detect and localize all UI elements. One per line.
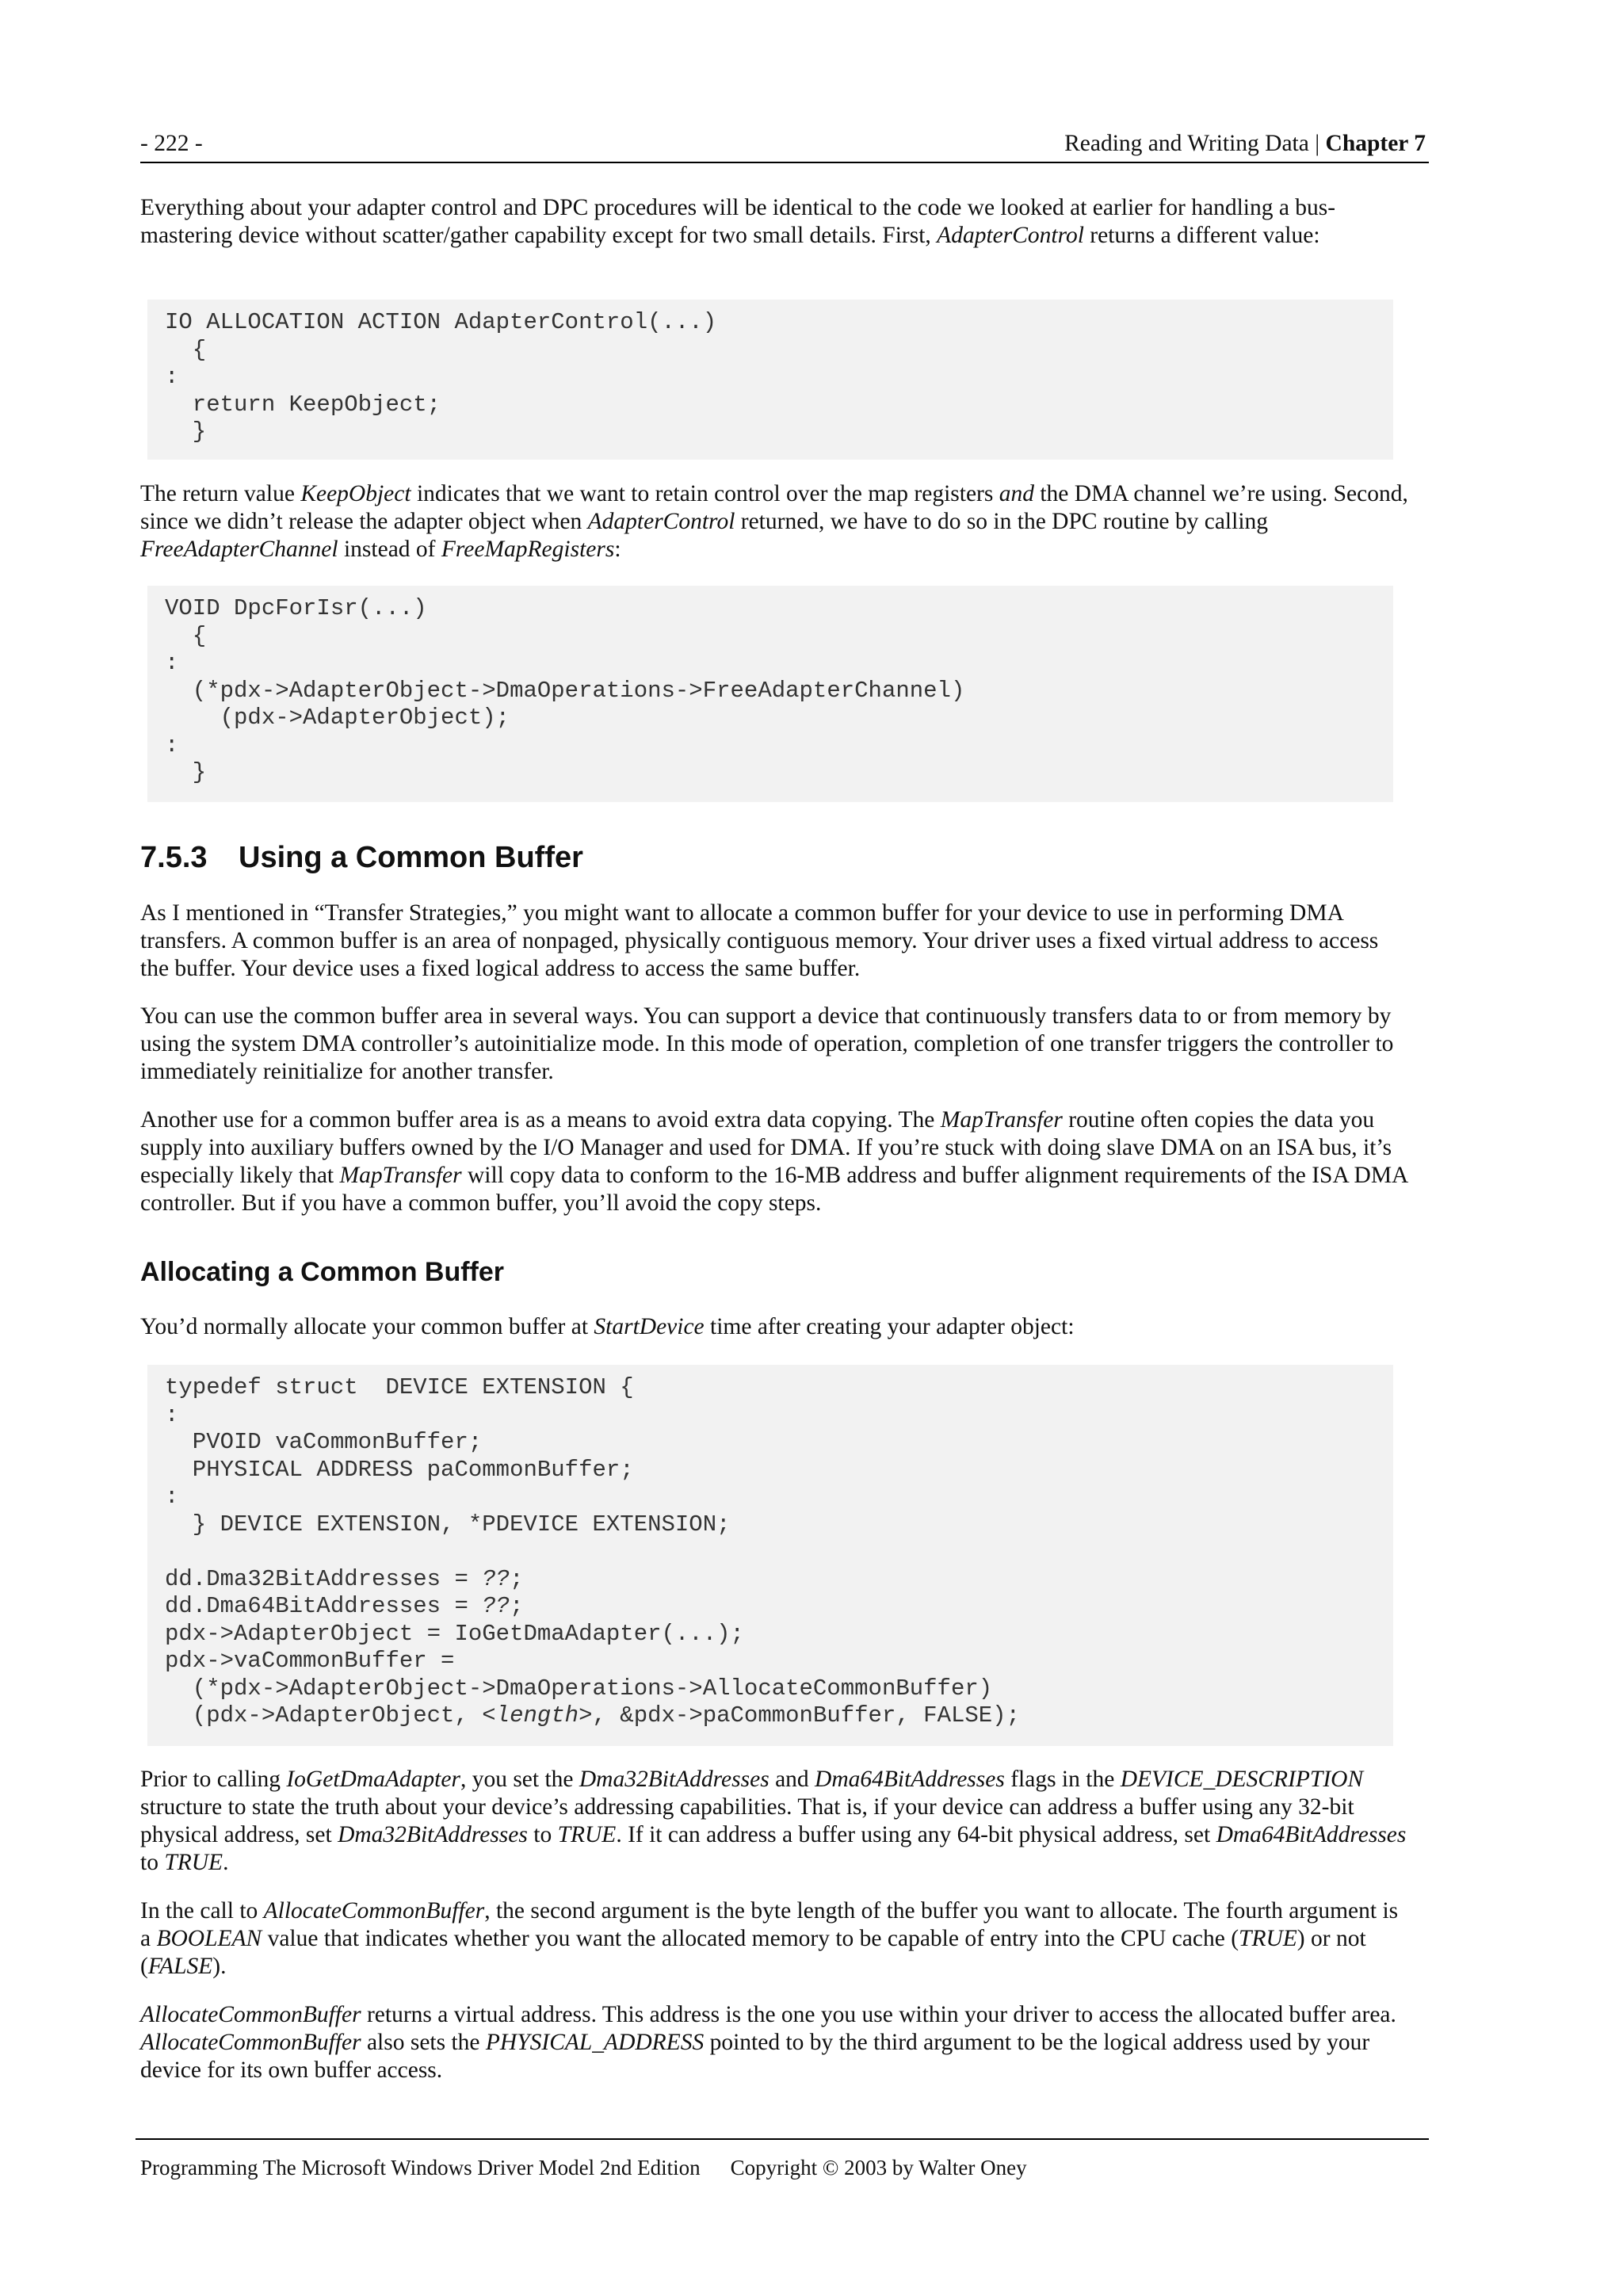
code-line <box>165 1511 1393 1539</box>
paragraph-text: time after creating your adapter object: <box>704 1314 1075 1339</box>
emphasis-text: Dma32BitAddresses <box>579 1767 769 1792</box>
paragraph-text: . <box>223 1850 229 1875</box>
emphasis-text: AdapterControl <box>587 509 735 534</box>
code-text: (*pdx->AdapterObject->DmaOperations->FreeAdapterChannel) <box>165 677 965 704</box>
emphasis-text: DEVICE_DESCRIPTION <box>1120 1767 1364 1792</box>
emphasis-text: BOOLEAN <box>156 1926 262 1951</box>
section-heading <box>140 840 583 875</box>
chapter-label: Chapter 7 <box>1325 131 1426 156</box>
paragraph-text: : <box>614 537 621 562</box>
paragraph-text: , the second argument is the byte length of the buffer you want to allocate. The fourth argument is a <box>140 1898 1399 1951</box>
code-text: ; <box>510 1565 524 1592</box>
code-text: (pdx->AdapterObject, <box>165 1702 483 1729</box>
emphasis-text: and <box>999 481 1034 506</box>
paragraph-text: , you set the <box>460 1767 579 1792</box>
paragraph-text: to <box>140 1850 165 1875</box>
paragraph-text: structure to state the truth about your device’s addressing capabilities. That is, if your device can address a buffer using any 32-bit physical address, set <box>140 1794 1354 1847</box>
paragraph-text: instead of <box>338 537 441 562</box>
running-title-text: Reading and Writing Data | <box>1064 131 1326 156</box>
emphasis-text: Dma64BitAddresses <box>815 1767 1005 1792</box>
paragraph-text: You can use the common buffer area in several ways. You can support a device that continuously transfers data to or from memory by using the system DMA controller’s autoinitialize mode. In this mode of operation, completion of one transfer triggers the controller to immediately reinitialize for another transfer. <box>140 1003 1394 1084</box>
emphasis-text: AllocateCommonBuffer <box>263 1898 485 1924</box>
code-line <box>165 1702 1393 1730</box>
code-line <box>165 759 1393 787</box>
code-text: } <box>165 759 207 785</box>
paragraph-text: In the call to <box>140 1898 264 1924</box>
paragraph-text: You’d normally allocate your common buffer at <box>140 1314 594 1339</box>
code-listing <box>147 595 1393 787</box>
code-text: dd.Dma64BitAddresses = <box>165 1593 483 1619</box>
code-text: dd.Dma32BitAddresses = <box>165 1565 483 1592</box>
section-title: Using a Common Buffer <box>239 841 583 874</box>
page-footer <box>140 2154 1027 2182</box>
emphasis-text: KeepObject <box>300 481 411 506</box>
code-placeholder: ?? <box>482 1593 510 1619</box>
paragraph <box>140 480 1408 563</box>
code-line <box>165 623 1393 651</box>
code-placeholder: ?? <box>482 1565 510 1592</box>
code-line <box>165 1374 1393 1402</box>
code-text: (*pdx->AdapterObject->DmaOperations->AllocateCommonBuffer) <box>165 1675 993 1702</box>
code-block <box>147 300 1393 460</box>
ellipsis-dots: : <box>165 732 179 758</box>
paragraph-text: the DMA channel we’re using. Second, since we didn’t release the adapter object when <box>140 481 1408 534</box>
code-text: typedef struct DEVICE EXTENSION { <box>165 1374 634 1400</box>
paragraph <box>140 900 1408 983</box>
code-text: pdx->AdapterObject = IoGetDmaAdapter(...); <box>165 1620 744 1647</box>
code-text: { <box>165 622 207 649</box>
emphasis-text: FreeAdapterChannel <box>140 537 338 562</box>
paragraph-text: The return value <box>140 481 301 506</box>
emphasis-text: MapTransfer <box>940 1107 1063 1133</box>
code-text: IO ALLOCATION ACTION AdapterControl(...) <box>165 309 717 335</box>
code-line <box>165 364 1393 392</box>
code-line <box>165 1429 1393 1457</box>
paragraph <box>140 1003 1408 1086</box>
code-listing <box>147 1374 1393 1730</box>
paragraph-text: . If it can address a buffer using any 64-bit physical address, set <box>616 1822 1216 1847</box>
paragraph-text: value that indicates whether you want the allocated memory to be capable of entry into the CPU cache ( <box>262 1926 1239 1951</box>
subsection-heading: Allocating a Common Buffer <box>140 1257 505 1287</box>
paragraph <box>140 1897 1408 1981</box>
ellipsis-dots: : <box>165 364 179 390</box>
code-line <box>165 1648 1393 1675</box>
running-title <box>1064 130 1426 158</box>
emphasis-text: MapTransfer <box>339 1163 462 1188</box>
emphasis-text: Dma64BitAddresses <box>1216 1822 1407 1847</box>
code-text: (pdx->AdapterObject); <box>165 705 510 731</box>
paragraph-text: indicates that we want to retain control over the map registers <box>411 481 999 506</box>
code-text: PHYSICAL ADDRESS paCommonBuffer; <box>165 1456 634 1483</box>
paragraph-text: As I mentioned in “Transfer Strategies,” you might want to allocate a common buffer for your device to use in performing DMA transfers. A common buffer is an area of nonpaged, physically contiguous memory. Your driver uses a fixed virtual address to access the buffer. Your device uses a fixed logical address to access the same buffer. <box>140 900 1379 981</box>
copyright-notice: Copyright © 2003 by Walter Oney <box>730 2156 1027 2179</box>
emphasis-text: AdapterControl <box>937 223 1084 248</box>
paragraph-text: returns a different value: <box>1083 223 1320 248</box>
emphasis-text: AllocateCommonBuffer <box>140 2030 361 2055</box>
code-line <box>165 1621 1393 1648</box>
paragraph-text: also sets the <box>361 2030 486 2055</box>
code-text: VOID DpcForIsr(...) <box>165 595 427 621</box>
paragraph <box>140 1766 1408 1877</box>
code-line <box>165 418 1393 446</box>
paragraph-text: ). <box>212 1954 227 1979</box>
code-line <box>165 595 1393 623</box>
code-text: return KeepObject; <box>165 391 441 418</box>
emphasis-text: TRUE <box>164 1850 223 1875</box>
code-block <box>147 586 1393 802</box>
code-line <box>165 309 1393 337</box>
code-line <box>165 1402 1393 1430</box>
paragraph <box>140 1106 1408 1217</box>
emphasis-text: AllocateCommonBuffer <box>140 2002 361 2027</box>
paragraph-text: returns a virtual address. This address is the one you use within your driver to access the allocated buffer area. <box>361 2002 1396 2027</box>
paragraph-text: flags in the <box>1004 1767 1121 1792</box>
emphasis-text: IoGetDmaAdapter <box>286 1767 460 1792</box>
code-text: } DEVICE EXTENSION, *PDEVICE EXTENSION; <box>165 1511 731 1538</box>
code-text: } <box>165 418 207 445</box>
ellipsis-dots: : <box>165 1484 179 1510</box>
code-line <box>165 1566 1393 1594</box>
paragraph <box>140 194 1408 250</box>
emphasis-text: FALSE <box>147 1954 213 1979</box>
code-line <box>165 650 1393 678</box>
paragraph-text: pointed to by the third argument to be the logical address used by your device for its own buffer access. <box>140 2030 1370 2083</box>
page-number: - 222 - <box>140 131 203 156</box>
emphasis-text: TRUE <box>1239 1926 1297 1951</box>
ellipsis-dots: : <box>165 1401 179 1428</box>
code-text: pdx->vaCommonBuffer = <box>165 1648 455 1674</box>
paragraph-text: ) or not ( <box>140 1926 1366 1979</box>
code-placeholder: <length> <box>482 1702 593 1729</box>
code-line <box>165 732 1393 760</box>
code-text: PVOID vaCommonBuffer; <box>165 1429 483 1455</box>
paragraph <box>140 2001 1408 2084</box>
emphasis-text: FreeMapRegisters <box>441 537 615 562</box>
paragraph-text: Another use for a common buffer area is as a means to avoid extra data copying. The <box>140 1107 941 1133</box>
ellipsis-dots: : <box>165 650 179 676</box>
paragraph <box>140 1313 1408 1341</box>
emphasis-text: TRUE <box>557 1822 617 1847</box>
paragraph-text: will copy data to conform to the 16-MB address and buffer alignment requirements of the ISA DMA controller. But if you have a common buffer, you’ll avoid the copy steps. <box>140 1163 1407 1216</box>
code-line <box>165 337 1393 365</box>
paragraph-text: and <box>769 1767 815 1792</box>
code-block <box>147 1365 1393 1746</box>
paragraph-text: to <box>527 1822 558 1847</box>
code-line <box>165 705 1393 732</box>
code-listing <box>147 309 1393 446</box>
emphasis-text: PHYSICAL_ADDRESS <box>485 2030 705 2055</box>
code-line <box>165 392 1393 419</box>
code-line <box>165 1484 1393 1511</box>
page-header <box>140 130 1429 163</box>
book-title: Programming The Microsoft Windows Driver Model 2nd Edition <box>140 2156 701 2179</box>
code-line <box>165 1457 1393 1484</box>
paragraph-text: Prior to calling <box>140 1767 287 1792</box>
emphasis-text: Dma32BitAddresses <box>338 1822 528 1847</box>
paragraph-text: returned, we have to do so in the DPC routine by calling <box>735 509 1269 534</box>
code-line <box>165 1538 1393 1566</box>
code-line <box>165 1675 1393 1703</box>
code-text: ; <box>510 1593 524 1619</box>
code-text: { <box>165 336 207 363</box>
paragraph-text: Everything about your adapter control and DPC procedures will be identical to the code we looked at earlier for handling a bus-mastering device without scatter/gather capability except for two small details. First, <box>140 195 1336 248</box>
code-line <box>165 1593 1393 1621</box>
section-number: 7.5.3 <box>140 841 208 874</box>
emphasis-text: StartDevice <box>594 1314 705 1339</box>
code-text: , &pdx->paCommonBuffer, FALSE); <box>592 1702 1020 1729</box>
code-line <box>165 678 1393 705</box>
paragraph-text: routine often copies the data you supply into auxiliary buffers owned by the I/O Manager and used for DMA. If you’re stuck with doing slave DMA on an ISA bus, it’s especially likely that <box>140 1107 1392 1188</box>
footer-rule <box>136 2138 1429 2140</box>
